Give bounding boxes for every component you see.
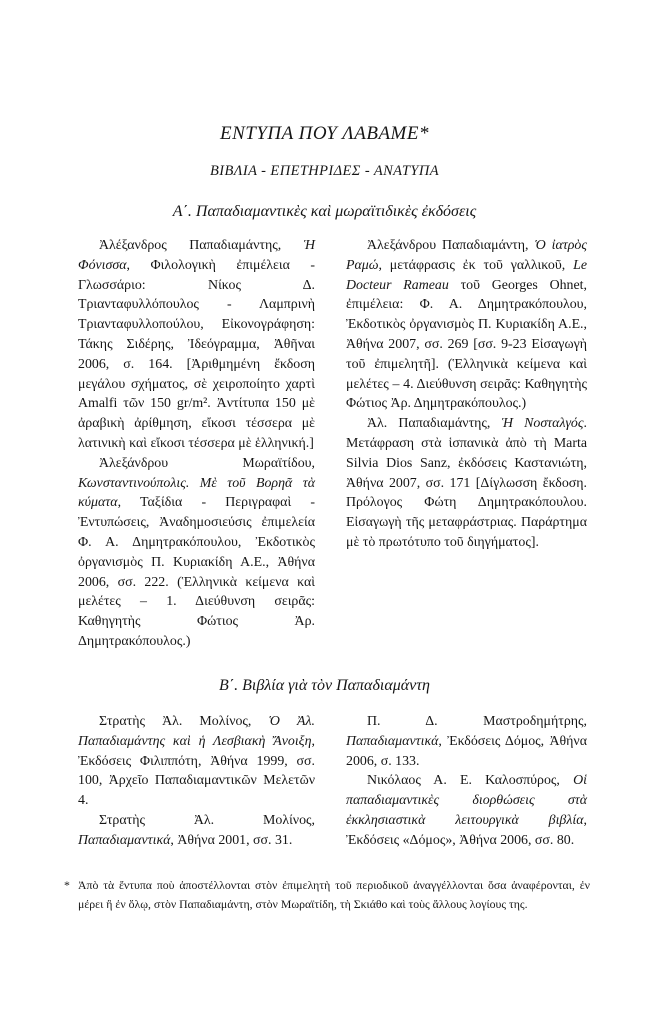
footnote bbox=[64, 876, 590, 914]
entry-details: , Ἐκδόσεις Δόμος, Ἀθήνα 2006, σ. 133. bbox=[346, 733, 587, 769]
entry-kalospyros-diorthoseis bbox=[346, 771, 587, 850]
entry-title: Ἡ Φόνισσα bbox=[78, 238, 315, 273]
entry-title: Παπαδιαμαντικά bbox=[346, 733, 439, 749]
entry-details: , Ταξίδια - Περιγραφαὶ - Ἐντυπώσεις, Ἀναδημοσιεύσις ἐπιμελεία Φ. Α. Δημητρακόπουλου, Ἐκδοτικὸς ὀργανισμὸς Π. Κυριακίδη Α.Ε., Ἀθήνα 2006, σσ. 222. (Ἑλληνικὰ κείμενα καὶ μελέτες – 1. Διεύθυνση σειρᾶς: Καθηγητὴς Φώτιος Ἀρ. Δημητρακόπουλος.) bbox=[78, 495, 315, 649]
footnote-text: Ἀπὸ τὰ ἔντυπα ποὺ ἀποστέλλονται στὸν ἐπιμελητὴ τοῦ περιοδικοῦ ἀναγγέλλονται ὅσα ἀναφέρονται, ἐν μέρει ἢ ἐν ὅλῳ, στὸν Παπαδιαμάντη, στὸν Μωραϊτίδη, τὴ Σκιάθο καὶ τοὺς ἄλλους λογίους της. bbox=[78, 878, 590, 911]
entry-details: . Μετάφραση στὰ ἱσπανικὰ ἀπὸ τὴ Marta Silvia Dios Sanz, ἐκδόσεις Καστανιώτη, Ἀθήνα 2007, σσ. 171 [Δίγλωσση ἔκδοση. Πρόλογος Φώτη Δημητρακόπουλου. Εἰσαγωγὴ τῆς μεταφράστριας. Παράρτημα μὲ τὸ πρωτότυπο τοῦ διηγήματος]. bbox=[346, 416, 587, 550]
entry-author: Νικόλαος Α. Ε. Καλοσπύρος, bbox=[367, 773, 574, 789]
entry-author: Ἀλέξανδρος Παπαδιαμάντης, bbox=[99, 238, 304, 253]
entry-author: Ἀλεξάνδρου Παπαδιαμάντη, bbox=[367, 238, 535, 253]
entry-title: Οἱ παπαδιαμαντικὲς διορθώσεις στὰ ἐκκλησιαστικὰ λειτουργικὰ βιβλία bbox=[346, 773, 587, 828]
entry-details: , μετάφρασις ἐκ τοῦ γαλλικοῦ, bbox=[378, 257, 574, 273]
entry-papadiamantis-nostalgos bbox=[346, 414, 587, 553]
entry-details: , Φιλολογικὴ ἐπιμέλεια - Γλωσσάριο: Νίκος Δ. Τριανταφυλλόπουλος - Λαμπρινὴ Τριανταφυλλοπούλου, Εἰκονογράφηση: Τάκης Σιδέρης, Ἰδεόγραμμα, Ἀθῆναι 2006, σ. 164. [Ἀριθμημένη ἔκδοση μεγάλου σχήματος, σὲ χειροποίητο χαρτὶ Amalfi τῶν 150 gr/m². Ἀντίτυπα 150 μὲ ἀραβικὴ ἀρίθμηση, εἴκοσι τέσσερα μὲ λατινικὴ καὶ εἴκοσι τέσσερα μὲ ἑλληνική.] bbox=[78, 257, 315, 451]
entry-details: , Ἐκδόσεις Φιλιππότη, Ἀθήνα 1999, σσ. 100, Ἀρχεῖο Παπαδιαμαντικῶν Μελετῶν 4. bbox=[78, 733, 315, 809]
section-b-heading: Β΄. Βιβλία γιὰ τὸν Παπαδιαμάντη bbox=[219, 677, 430, 694]
entry-molinos-lesviaki-anoixi bbox=[78, 712, 315, 811]
entry-details: , Ἐκδόσεις «Δόμος», Ἀθήνα 2006, σσ. 80. bbox=[346, 812, 587, 848]
entry-details: , Ἀθήνα 2001, σσ. 31. bbox=[170, 832, 293, 848]
entry-papadiamanti-iatros-ramo bbox=[346, 236, 587, 414]
entry-author: Ἀλ. Παπαδιαμάντης, bbox=[367, 416, 502, 432]
entry-title: Ὁ Ἀλ. Παπαδιαμάντης καὶ ἡ Λεσβιακὴ Ἄνοιξη bbox=[78, 714, 315, 749]
page-subtitle: ΒΙΒΛΙΑ - ΕΠΕΤΗΡΙΔΕΣ - ΑΝΑΤΥΠΑ bbox=[210, 163, 439, 179]
section-a-heading: Α΄. Παπαδιαμαντικὲς καὶ μωραϊτιδικὲς ἐκδόσεις bbox=[172, 203, 477, 220]
entry-molinos-papadiamantika bbox=[78, 811, 315, 851]
entry-mastrodimitris-papadiamantika bbox=[346, 712, 587, 771]
section-b-right-column bbox=[346, 712, 587, 851]
entry-details: τοῦ Georges Ohnet, ἐπιμέλεια: Φ. Α. Δημητρακόπουλου, Ἐκδοτικὸς ὀργανισμὸς Π. Κυριακίδη Α.Ε., Ἀθήνα 2007, σσ. 269 [σσ. 9-23 Εἰσαγωγὴ τοῦ ἐπιμελητῆ]. (Ἑλληνικὰ κείμενα καὶ μελέτες – 4. Διεύθυνση σειρᾶς: Καθηγητὴς Φώτιος Ἀρ. Δημητρακόπουλος.) bbox=[346, 277, 587, 412]
entry-title: Ὁ ἰατρὸς Ραμώ bbox=[346, 238, 587, 273]
entry-title: Κωνσταντινούπολις. Μὲ τοῦ Βορηᾶ τὰ κύματα bbox=[78, 475, 315, 511]
footnote-mark: * bbox=[64, 878, 70, 892]
entry-original-title: Le Docteur Rameau bbox=[346, 257, 587, 293]
section-a-left-column bbox=[78, 236, 315, 652]
entry-title: Ἡ Νοσταλγός bbox=[501, 416, 584, 432]
entry-author: Ἀλεξάνδρου Μωραϊτίδου, bbox=[99, 455, 315, 471]
section-b-left-column bbox=[78, 712, 315, 851]
entry-moraitidis-konstantinoupolis bbox=[78, 454, 315, 652]
entry-papadiamantis-fonissa bbox=[78, 236, 315, 454]
entry-title: Παπαδιαμαντικά bbox=[78, 832, 171, 848]
section-a-right-column bbox=[346, 236, 587, 553]
page-title: ΕΝΤΥΠΑ ΠΟΥ ΛΑΒΑΜΕ* bbox=[219, 123, 429, 144]
entry-author: Στρατὴς Ἀλ. Μολίνος, bbox=[99, 812, 315, 828]
entry-author: Π. Δ. Μαστροδημήτρης, bbox=[367, 714, 587, 729]
entry-author: Στρατὴς Ἀλ. Μολίνος, bbox=[99, 714, 269, 729]
